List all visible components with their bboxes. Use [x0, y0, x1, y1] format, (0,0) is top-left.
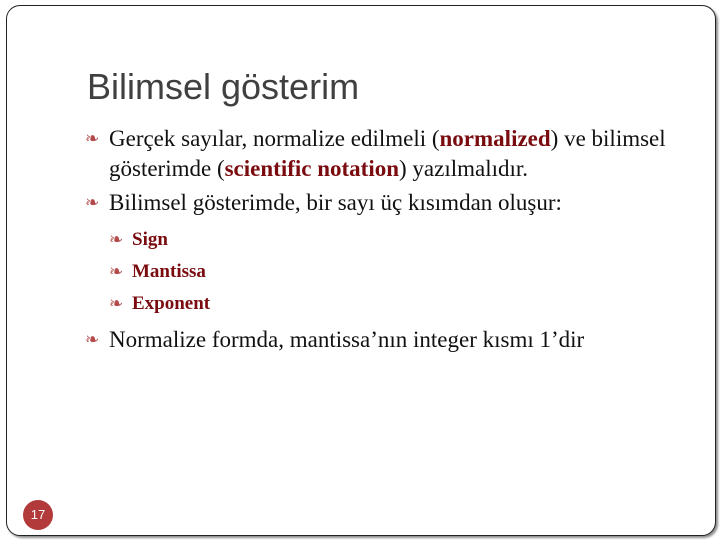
bullet-three-parts: [85, 188, 695, 218]
sub-bullet-text: Mantissa: [132, 261, 206, 282]
bullet-flourish-icon: ❧: [109, 294, 124, 313]
term-normalized: normalized: [439, 126, 551, 151]
bullet-normalization: [85, 124, 695, 184]
bullet-text: Bilimsel gösterimde, bir sayı üç kısımdan oluşur:: [109, 190, 562, 215]
term-scientific-notation: scientific notation: [224, 156, 400, 181]
slide-title: Bilimsel gösterim: [87, 66, 360, 107]
bullet-text-part3: ) yazılmalıdır.: [399, 156, 529, 181]
sub-bullet-exponent: [85, 288, 695, 320]
sub-bullet-text: Exponent: [132, 293, 211, 314]
slide: [6, 5, 716, 536]
bullet-flourish-icon: ❧: [109, 262, 124, 281]
bullet-flourish-icon: ❧: [85, 330, 100, 349]
bullet-flourish-icon: ❧: [85, 129, 100, 148]
page-number-badge: 17: [23, 500, 53, 530]
bullet-flourish-icon: ❧: [109, 230, 124, 249]
bullet-text-part1: Gerçek sayılar, normalize edilmeli (: [109, 126, 440, 151]
sub-bullet-text: Sign: [132, 229, 168, 250]
bullet-text-part2: ) ve bilimsel gösterimde (: [109, 126, 666, 181]
bullet-flourish-icon: ❧: [85, 193, 100, 212]
bullet-normalized-form: [85, 325, 695, 355]
slide-body: [85, 124, 695, 355]
sub-bullet-sign: [85, 224, 695, 256]
bullet-text: Normalize formda, mantissa’nın integer kısmı 1’dir: [109, 327, 585, 352]
sub-bullet-mantissa: [85, 256, 695, 288]
